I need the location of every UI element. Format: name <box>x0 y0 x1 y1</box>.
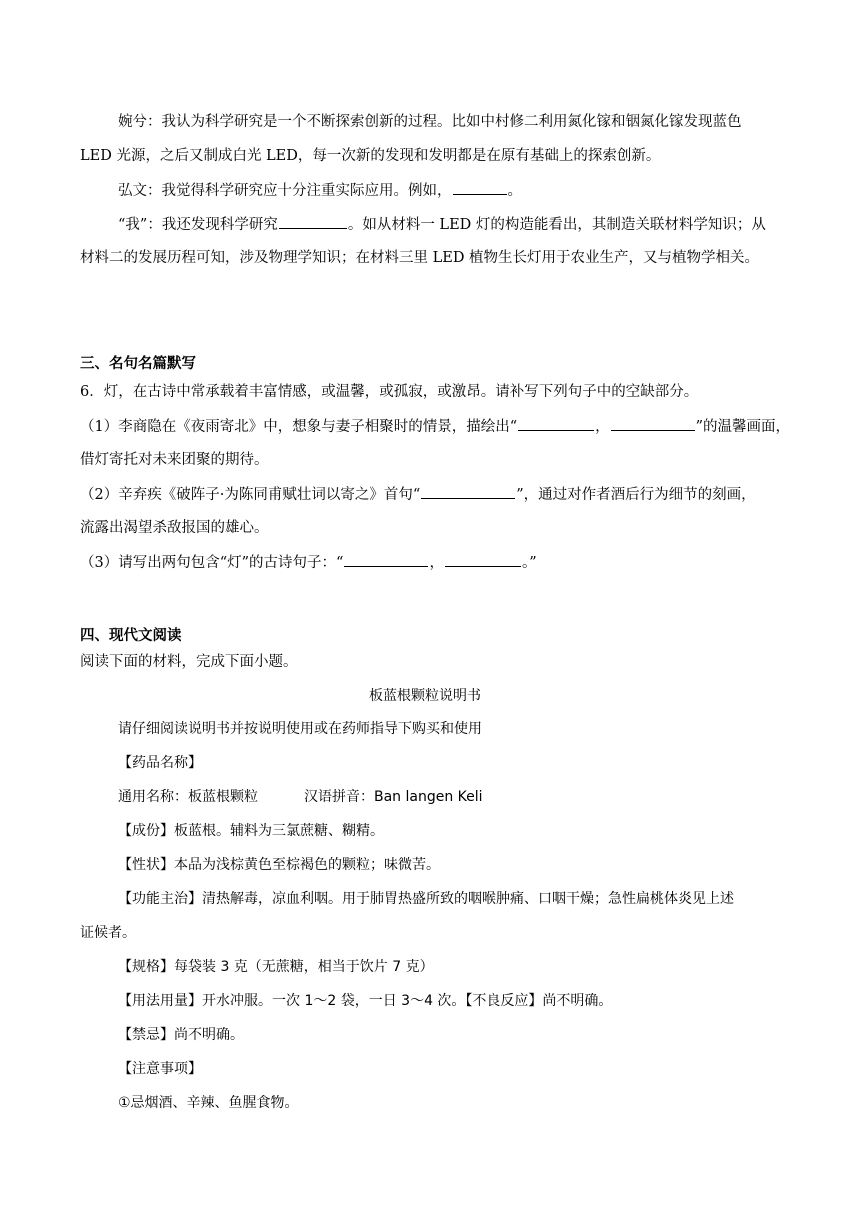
answer-blank[interactable] <box>344 552 428 567</box>
answer-blank[interactable] <box>421 484 515 499</box>
dialogue-me-line1 <box>118 214 766 235</box>
caution-item-1: ①忌烟酒、辛辣、鱼腥食物。 <box>118 1095 299 1111</box>
drug-name-header: 【药品名称】 <box>118 755 202 771</box>
q3-text-b: 。” <box>521 555 537 571</box>
hongwen-text: 弘文：我觉得科学研究应十分注重实际应用。例如， <box>118 183 452 199</box>
answer-blank[interactable] <box>518 416 594 431</box>
dialogue-me-line2: 材料二的发展历程可知，涉及物理学知识；在材料三里 LED 植物生长灯用于农业生产，又与植物学相关。 <box>80 250 760 266</box>
answer-blank[interactable] <box>279 214 347 229</box>
function-line1: 【功能主治】清热解毒，凉血利咽。用于肺胃热盛所致的咽喉肿痛、口咽干燥；急性扁桃体炎见上述 <box>118 891 734 907</box>
me-text-a: “我”：我还发现科学研究 <box>118 217 278 233</box>
q2-text-b: ”，通过对作者酒后行为细节的刻画， <box>516 487 756 503</box>
q3-separator: ， <box>429 555 444 571</box>
question-6-2-line2: 流露出渴望杀敌报国的雄心。 <box>80 520 269 536</box>
q1-text-a: （1）李商隐在《夜雨寄北》中，想象与妻子相聚时的情景，描绘出“ <box>80 419 518 435</box>
answer-blank[interactable] <box>445 552 521 567</box>
answer-blank[interactable] <box>611 416 695 431</box>
dialogue-wanxi-line1: 婉兮：我认为科学研究是一个不断探索创新的过程。比如中村修二利用氮化镓和铟氮化镓发现蓝色 <box>118 114 742 130</box>
section4-heading: 四、现代文阅读 <box>80 627 182 644</box>
dialogue-wanxi-line2: LED 光源，之后又制成白光 LED，每一次新的发现和发明都是在原有基础上的探索创新。 <box>80 148 661 164</box>
cautions-header: 【注意事项】 <box>118 1061 202 1077</box>
dialogue-hongwen-line <box>118 180 522 201</box>
q1-text-b: ”的温馨画面， <box>695 419 791 435</box>
instruction-title: 板蓝根颗粒说明书 <box>369 688 481 704</box>
question-6-2-line1 <box>80 484 756 505</box>
q2-text-a: （2）辛弃疾《破阵子·为陈同甫赋壮词以寄之》首句“ <box>80 487 421 503</box>
question-6-1-line2: 借灯寄托对未来团聚的期待。 <box>80 452 269 468</box>
instruction-notice: 请仔细阅读说明书并按说明使用或在药师指导下购买和使用 <box>118 721 482 737</box>
drug-name-line <box>118 787 483 807</box>
contraindications: 【禁忌】尚不明确。 <box>118 1027 244 1043</box>
specification: 【规格】每袋装 3 克（无蔗糖，相当于饮片 7 克） <box>118 959 434 975</box>
usage-dosage: 【用法用量】开水冲服。一次 1～2 袋，一日 3～4 次。【不良反应】尚不明确。 <box>118 993 613 1009</box>
hongwen-end: 。 <box>507 183 522 199</box>
answer-blank[interactable] <box>453 180 507 195</box>
function-line2: 证候者。 <box>80 925 136 941</box>
pinyin-name: 汉语拼音：Ban langen Keli <box>304 789 483 805</box>
ingredients: 【成份】板蓝根。辅料为三氯蔗糖、糊精。 <box>118 823 384 839</box>
section4-intro: 阅读下面的材料，完成下面小题。 <box>80 654 298 670</box>
properties: 【性状】本品为浅棕黄色至棕褐色的颗粒；味微苦。 <box>118 857 440 873</box>
me-text-b: 。如从材料一 LED 灯的构造能看出，其制造关联材料学知识；从 <box>347 217 766 233</box>
question-6: 6．灯，在古诗中常承载着丰富情感，或温馨，或孤寂，或激昂。请补写下列句子中的空缺部分。 <box>80 384 699 400</box>
q1-separator: ， <box>595 419 610 435</box>
section3-heading: 三、名句名篇默写 <box>80 355 196 372</box>
question-6-3 <box>80 552 537 573</box>
generic-name: 通用名称：板蓝根颗粒 <box>118 789 258 805</box>
question-6-1-line1 <box>80 416 790 437</box>
q3-text-a: （3）请写出两句包含“灯”的古诗句子：“ <box>80 555 344 571</box>
